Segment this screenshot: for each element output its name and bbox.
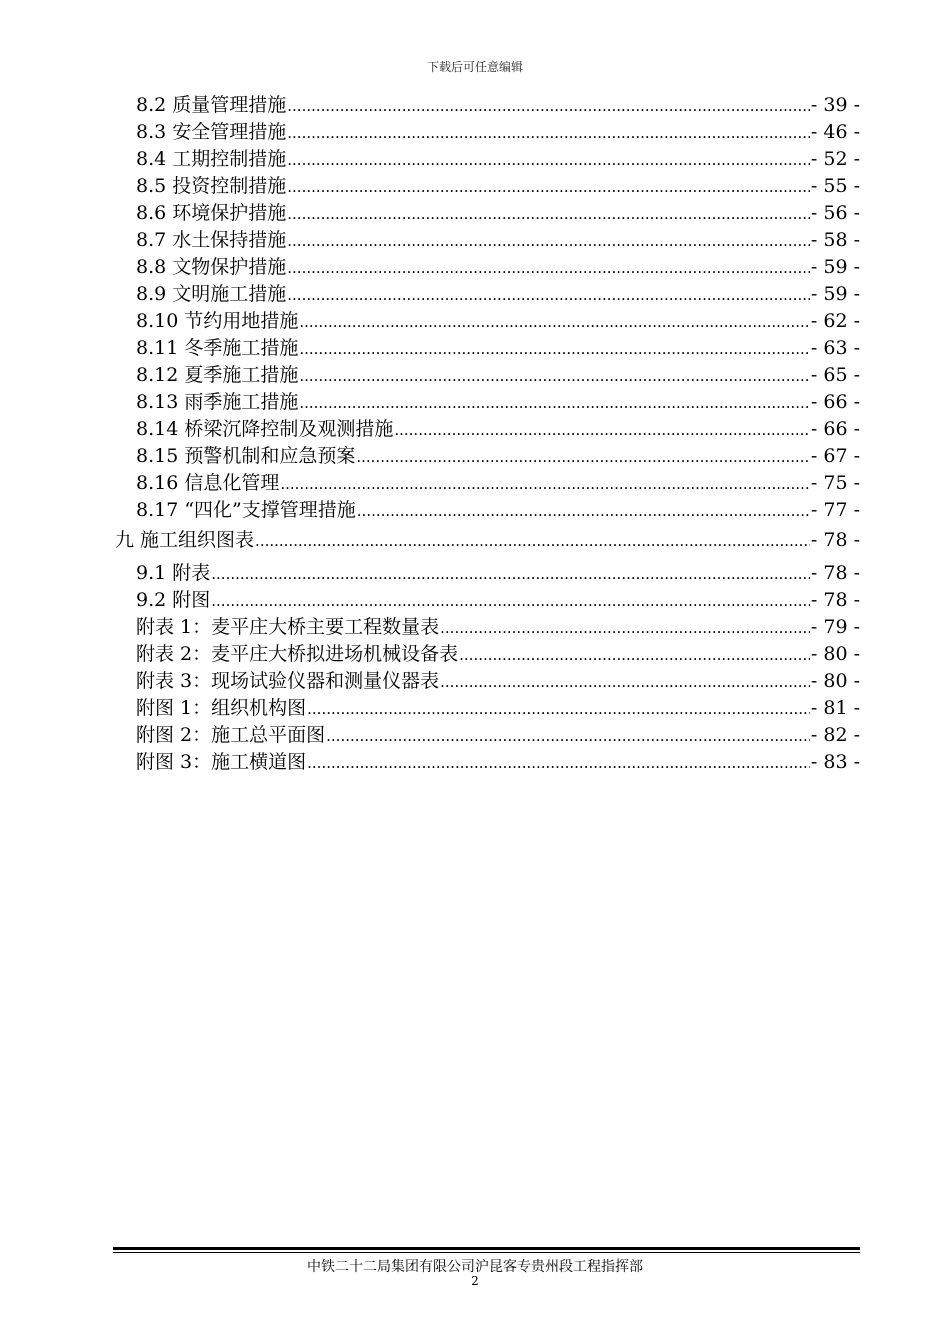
toc-entry-page: - 55 -: [810, 175, 860, 197]
toc-dot-leader: [211, 561, 810, 588]
toc-dot-leader: [356, 444, 810, 471]
toc-entry[interactable]: [115, 668, 860, 695]
toc-entry-page: - 78 -: [810, 529, 860, 551]
toc-entry-page: - 78 -: [810, 589, 860, 611]
toc-entry-page: - 63 -: [810, 337, 860, 359]
toc-dot-leader: [459, 642, 810, 669]
toc-entry-page: - 78 -: [810, 562, 860, 584]
toc-dot-leader: [287, 201, 810, 228]
toc-entry[interactable]: [115, 308, 860, 335]
toc-dot-leader: [287, 120, 810, 147]
toc-entry[interactable]: [115, 470, 860, 497]
toc-entry-title: 8.3 安全管理措施: [136, 121, 287, 143]
toc-entry-title: 8.14 桥梁沉降控制及观测措施: [136, 418, 394, 440]
toc-entry-title: 8.6 环境保护措施: [136, 202, 287, 224]
toc-entry[interactable]: [115, 722, 860, 749]
toc-dot-leader: [287, 93, 810, 120]
toc-entry-page: - 80 -: [810, 643, 860, 665]
toc-dot-leader: [280, 471, 810, 498]
toc-entry-title: 8.12 夏季施工措施: [136, 364, 299, 386]
toc-entry-title: 8.5 投资控制措施: [136, 175, 287, 197]
toc-entry[interactable]: [115, 119, 860, 146]
toc-entry-title: 8.8 文物保护措施: [136, 256, 287, 278]
toc-entry-page: - 75 -: [810, 472, 860, 494]
toc-dot-leader: [440, 615, 810, 642]
toc-entry[interactable]: [115, 614, 860, 641]
toc-entry-page: - 80 -: [810, 670, 860, 692]
toc-entry-title: 附表 3：现场试验仪器和测量仪器表: [136, 670, 440, 692]
toc-entry-page: - 79 -: [810, 616, 860, 638]
toc-entry[interactable]: [115, 281, 860, 308]
toc-dot-leader: [211, 588, 810, 615]
toc-entry-title: 附表 1：麦平庄大桥主要工程数量表: [136, 616, 440, 638]
toc-dot-leader: [326, 723, 810, 750]
toc-dot-leader: [299, 363, 810, 390]
toc-entry-page: - 82 -: [810, 724, 860, 746]
toc-entry[interactable]: [115, 749, 860, 776]
toc-dot-leader: [440, 669, 810, 696]
toc-entry-title: 8.11 冬季施工措施: [136, 337, 299, 359]
toc-entry-title: 8.17 “四化”支撑管理措施: [136, 499, 356, 521]
toc-entry[interactable]: [115, 443, 860, 470]
toc-entry-title: 附图 3：施工横道图: [136, 751, 307, 773]
toc-entry-page: - 81 -: [810, 697, 860, 719]
toc-entry[interactable]: [115, 92, 860, 119]
toc-entry[interactable]: [115, 416, 860, 443]
toc-dot-leader: [287, 228, 810, 255]
toc-entry-page: - 62 -: [810, 310, 860, 332]
toc-entry-title: 附表 2：麦平庄大桥拟进场机械设备表: [136, 643, 459, 665]
footer-page-number: 2: [471, 1274, 479, 1288]
toc-entry[interactable]: [115, 146, 860, 173]
toc-dot-leader: [307, 750, 810, 777]
toc-entry-title: 附图 2：施工总平面图: [136, 724, 326, 746]
toc-entry-title: 附图 1：组织机构图: [136, 697, 307, 719]
toc-dot-leader: [287, 255, 810, 282]
toc-dot-leader: [394, 417, 810, 444]
toc-entry[interactable]: [115, 173, 860, 200]
footer-organization: 中铁二十二局集团有限公司沪昆客专贵州段工程指挥部: [307, 1259, 643, 1275]
toc-dot-leader: [255, 528, 810, 555]
toc-entry-page: - 77 -: [810, 499, 860, 521]
toc-entry-title: 8.13 雨季施工措施: [136, 391, 299, 413]
toc-entry-page: - 39 -: [810, 94, 860, 116]
toc-entry[interactable]: [115, 335, 860, 362]
toc-entry-page: - 59 -: [810, 256, 860, 278]
toc-entry-title: 8.15 预警机制和应急预案: [136, 445, 356, 467]
toc-dot-leader: [287, 174, 810, 201]
toc-dot-leader: [357, 498, 810, 525]
toc-entry[interactable]: [115, 560, 860, 587]
toc-entry-page: - 46 -: [810, 121, 860, 143]
toc-entry-title: 8.7 水土保持措施: [136, 229, 287, 251]
toc-entry[interactable]: [115, 254, 860, 281]
toc-entry[interactable]: [115, 497, 860, 524]
toc-entry-page: - 67 -: [810, 445, 860, 467]
header-note: 下载后可任意编辑: [426, 60, 523, 74]
toc-entry-title: 8.10 节约用地措施: [136, 310, 299, 332]
toc-entry-title: 8.16 信息化管理: [136, 472, 280, 494]
toc-entry[interactable]: [115, 587, 860, 614]
toc-entry-page: - 66 -: [810, 418, 860, 440]
toc-entry-page: - 52 -: [810, 148, 860, 170]
toc-entry-page: - 58 -: [810, 229, 860, 251]
toc-dot-leader: [287, 147, 810, 174]
toc-entry-title: 8.4 工期控制措施: [136, 148, 287, 170]
toc-entry[interactable]: [115, 695, 860, 722]
footer-rule-thick: [113, 1247, 860, 1250]
toc-entry-title: 8.9 文明施工措施: [136, 283, 287, 305]
toc-entry-page: - 59 -: [810, 283, 860, 305]
toc-entry-title: 9.2 附图: [136, 589, 211, 611]
toc-entry[interactable]: [115, 227, 860, 254]
toc-dot-leader: [307, 696, 810, 723]
toc-entry-title: 9.1 附表: [136, 562, 211, 584]
table-of-contents: [115, 92, 860, 776]
toc-entry-title: 8.2 质量管理措施: [136, 94, 287, 116]
toc-entry[interactable]: [115, 641, 860, 668]
toc-dot-leader: [287, 282, 810, 309]
toc-entry[interactable]: [115, 389, 860, 416]
toc-entry-page: - 66 -: [810, 391, 860, 413]
toc-entry-page: - 83 -: [810, 751, 860, 773]
toc-dot-leader: [299, 336, 810, 363]
toc-entry[interactable]: [115, 200, 860, 227]
footer-rule-thin: [113, 1252, 860, 1253]
toc-entry[interactable]: [115, 362, 860, 389]
toc-dot-leader: [299, 390, 810, 417]
toc-entry-title: 九 施工组织图表: [115, 529, 255, 551]
toc-dot-leader: [299, 309, 810, 336]
toc-entry-page: - 65 -: [810, 364, 860, 386]
toc-chapter-entry[interactable]: [115, 527, 860, 554]
toc-entry-page: - 56 -: [810, 202, 860, 224]
